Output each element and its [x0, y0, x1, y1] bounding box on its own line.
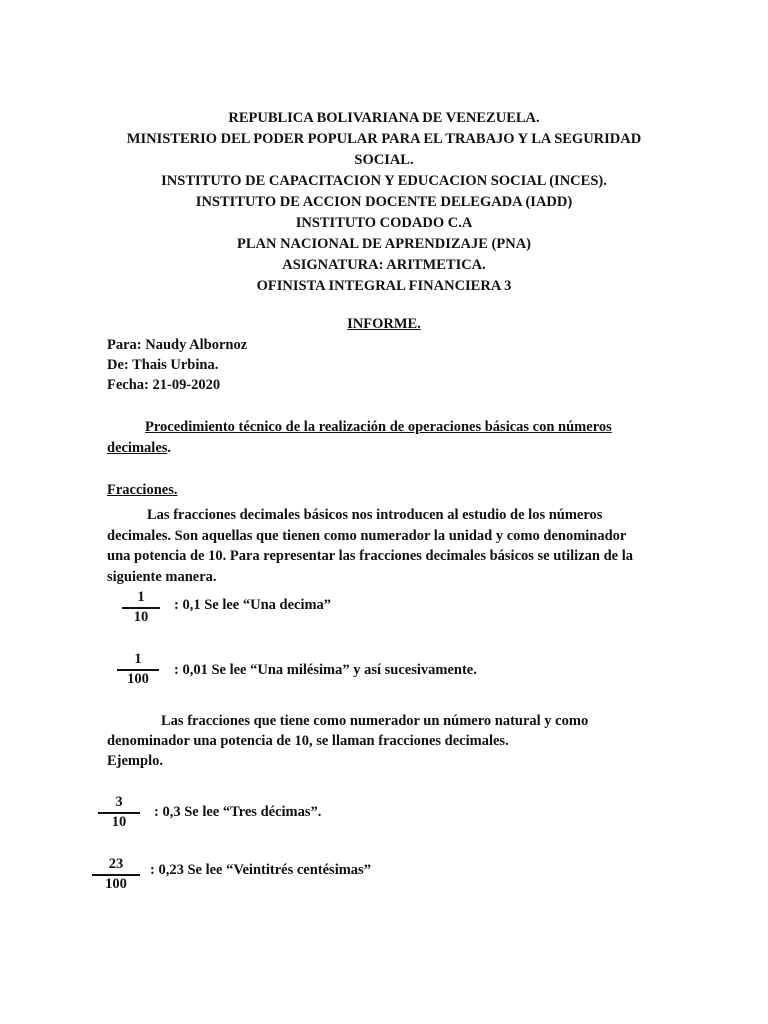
fraction-denominator: 10: [111, 814, 127, 830]
fraction-numerator: 1: [137, 589, 145, 605]
fraction-numerator: 3: [115, 794, 123, 810]
procedure-heading-line2: [107, 438, 171, 459]
document-header: [100, 108, 668, 297]
fraction-three-tenths-reading: : 0,3 Se lee “Tres décimas”.: [154, 804, 322, 820]
fraction-three-tenths: [98, 793, 140, 831]
intro-line-1: Las fracciones decimales básicos nos introducen al estudio de los números: [147, 507, 603, 523]
decimal-line-1: Las fracciones que tiene como numerador un número natural y como: [161, 713, 589, 729]
header-line-codado: INSTITUTO CODADO C.A: [295, 215, 473, 231]
decimal-line-2: denominador una potencia de 10, se llaman fracciones decimales.: [107, 733, 509, 749]
fraction-one-hundredth: [117, 650, 159, 688]
header-line-course: OFINISTA INTEGRAL FINANCIERA 3: [256, 278, 512, 294]
header-line-republic: REPUBLICA BOLIVARIANA DE VENEZUELA.: [228, 110, 540, 126]
memo-date: Fecha: 21-09-2020: [107, 377, 221, 393]
report-title: INFORME.: [347, 316, 421, 332]
fraction-one-hundredth-reading: : 0,01 Se lee “Una milésima” y así sucesivamente.: [174, 662, 477, 678]
fraction-denominator: 100: [127, 671, 149, 687]
procedure-heading-underlined: decimales: [107, 440, 168, 456]
memo-to: Para: Naudy Albornoz: [107, 337, 248, 353]
intro-line-2: decimales. Son aquellas que tienen como numerador la unidad y como denominador: [107, 528, 627, 544]
intro-line-4: siguiente manera.: [107, 569, 217, 585]
fraction-denominator: 100: [105, 876, 127, 892]
header-line-iadd: INSTITUTO DE ACCION DOCENTE DELEGADA (IADD): [195, 194, 573, 210]
fraction-twenty-three-hundredths: [92, 855, 140, 893]
section-heading-fracciones: Fracciones.: [107, 482, 178, 498]
fraction-one-tenth: [122, 588, 160, 626]
fraction-numerator: 23: [108, 856, 124, 872]
fraction-one-tenth-reading: : 0,1 Se lee “Una decima”: [174, 597, 332, 613]
fraction-denominator: 10: [133, 609, 149, 625]
fraction-twenty-three-hundredths-reading: : 0,23 Se lee “Veintitrés centésimas”: [150, 862, 371, 878]
header-line-ministry: MINISTERIO DEL PODER POPULAR PARA EL TRABAJO Y LA SEGURIDAD: [126, 131, 642, 147]
memo-from: De: Thais Urbina.: [107, 357, 219, 373]
header-line-subject: ASIGNATURA: ARITMETICA.: [282, 257, 486, 273]
example-label: Ejemplo.: [107, 753, 163, 769]
header-line-inces: INSTITUTO DE CAPACITACION Y EDUCACION SOCIAL (INCES).: [161, 173, 607, 189]
fraction-numerator: 1: [134, 651, 142, 667]
intro-line-3: una potencia de 10. Para representar las fracciones decimales básicos se utilizan de la: [107, 548, 633, 564]
procedure-heading-tail: .: [167, 440, 172, 456]
procedure-heading-line1: Procedimiento técnico de la realización de operaciones básicas con números: [145, 419, 612, 435]
header-line-pna: PLAN NACIONAL DE APRENDIZAJE (PNA): [236, 236, 532, 252]
header-line-ministry-cont: SOCIAL.: [354, 152, 414, 168]
